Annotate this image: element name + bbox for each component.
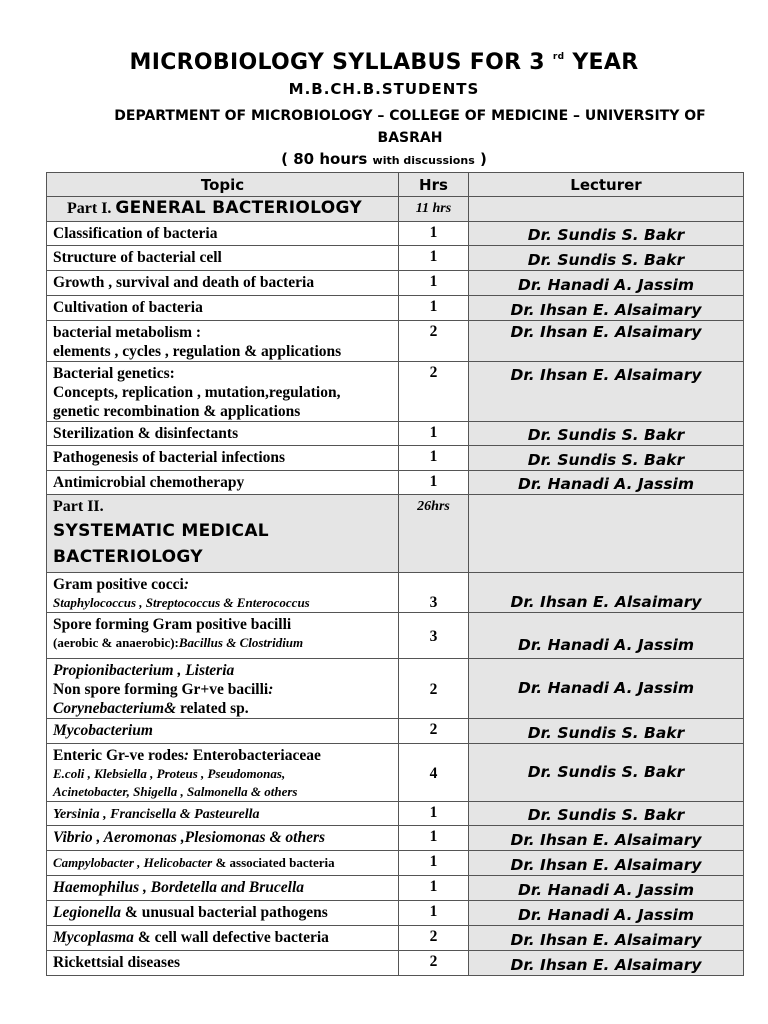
- hrs-cell: 1: [399, 296, 469, 321]
- topic-line: Spore forming Gram positive bacilli: [53, 616, 292, 633]
- col-topic-header: Topic: [47, 173, 399, 197]
- topic-cell: Rickettsial diseases: [47, 951, 399, 976]
- table-row: [47, 471, 744, 495]
- part1-hrs: 11 hrs: [399, 197, 469, 222]
- topic-line: Propionibacterium , Listeria: [53, 662, 235, 679]
- lecturer-cell: Dr. Hanadi A. Jassim: [469, 471, 744, 495]
- topic-cell: Sterilization & disinfectants: [47, 422, 399, 446]
- table-row: [47, 719, 744, 744]
- topic-cell: Antimicrobial chemotherapy: [47, 471, 399, 495]
- topic-sub: Staphylococcus , Streptococcus & Enterococcus: [53, 595, 310, 610]
- lecturer-cell: Dr. Sundis S. Bakr: [469, 802, 744, 826]
- hrs-cell: 2: [399, 719, 469, 744]
- hrs-cell: 2: [399, 321, 469, 362]
- table-row: [47, 659, 744, 719]
- hrs-cell: 1: [399, 246, 469, 271]
- topic-cell: Vibrio , Aeromonas ,Plesiomonas & others: [47, 826, 399, 851]
- part2-label: Part II.: [53, 498, 104, 515]
- topic-cell: Classification of bacteria: [47, 222, 399, 246]
- col-lecturer-header: Lecturer: [469, 173, 744, 197]
- hrs-cell: 4: [399, 744, 469, 802]
- hrs-cell: 1: [399, 876, 469, 901]
- lecturer-cell: Dr. Ihsan E. Alsaimary: [469, 951, 744, 976]
- topic-line: Non spore forming Gr+ve bacilli:: [53, 681, 274, 698]
- lecturer-cell: Dr. Sundis S. Bakr: [469, 422, 744, 446]
- hrs-cell: 2: [399, 659, 469, 719]
- topic-line: genetic recombination & applications: [53, 403, 301, 420]
- table-row: [47, 321, 744, 362]
- part2-title-line: SYSTEMATIC MEDICAL: [53, 521, 269, 541]
- topic-sub: (aerobic & anaerobic):Bacillus & Clostridium: [53, 635, 304, 650]
- students-subtitle: M.B.CH.B.STUDENTS: [288, 80, 480, 98]
- lecturer-cell: Dr. Hanadi A. Jassim: [469, 613, 744, 659]
- table-row: [47, 296, 744, 321]
- hrs-cell: 1: [399, 802, 469, 826]
- table-row: [47, 876, 744, 901]
- hrs-cell: 3: [399, 573, 469, 613]
- topic-cell: [47, 613, 399, 659]
- part2-title-cell: [47, 495, 399, 573]
- part2-hrs: 26hrs: [399, 495, 469, 573]
- topic-cell: [47, 362, 399, 422]
- topic-cell: Mycoplasma & cell wall defective bacteria: [47, 926, 399, 951]
- topic-cell: Haemophilus , Bordetella and Brucella: [47, 876, 399, 901]
- hrs-cell: 1: [399, 446, 469, 471]
- hrs-cell: 1: [399, 271, 469, 296]
- table-row: [47, 271, 744, 296]
- table-row: [47, 951, 744, 976]
- lecturer-cell: Dr. Hanadi A. Jassim: [469, 901, 744, 926]
- lecturer-cell: Dr. Ihsan E. Alsaimary: [469, 826, 744, 851]
- lecturer-cell: Dr. Hanadi A. Jassim: [469, 876, 744, 901]
- table-row: [47, 362, 744, 422]
- table-row: [47, 222, 744, 246]
- hrs-cell: 1: [399, 422, 469, 446]
- table-row: [47, 246, 744, 271]
- part1-row: [47, 197, 744, 222]
- table-row: [47, 926, 744, 951]
- topic-cell: Gram positive cocci: Staphylococcus , Streptococcus & Enterococcus: [47, 573, 399, 613]
- lecturer-cell: Dr. Sundis S. Bakr: [469, 719, 744, 744]
- lecturer-cell: Dr. Sundis S. Bakr: [469, 744, 744, 802]
- topic-line: Concepts, replication , mutation,regulation,: [53, 384, 341, 401]
- table-row: [47, 422, 744, 446]
- lecturer-cell: Dr. Ihsan E. Alsaimary: [469, 926, 744, 951]
- department-line: DEPARTMENT OF MICROBIOLOGY – COLLEGE OF MEDICINE – UNIVERSITY OF BASRAH: [114, 108, 706, 146]
- lecturer-cell: Dr. Hanadi A. Jassim: [469, 271, 744, 296]
- topic-cell: Campylobacter , Helicobacter & associated bacteria: [47, 851, 399, 876]
- hrs-cell: 2: [399, 926, 469, 951]
- lecturer-cell: Dr. Ihsan E. Alsaimary: [469, 321, 744, 362]
- topic-cell: Growth , survival and death of bacteria: [47, 271, 399, 296]
- syllabus-table: [46, 172, 744, 976]
- topic-sub: Acinetobacter, Shigella , Salmonella & others: [53, 784, 298, 799]
- lecturer-cell: Dr. Ihsan E. Alsaimary: [469, 851, 744, 876]
- topic-cell: Cultivation of bacteria: [47, 296, 399, 321]
- lecturer-cell: Dr. Sundis S. Bakr: [469, 446, 744, 471]
- hrs-cell: 1: [399, 471, 469, 495]
- topic-cell: Legionella & unusual bacterial pathogens: [47, 901, 399, 926]
- topic-line: elements , cycles , regulation & applications: [53, 343, 342, 360]
- topic-line: Enteric Gr-ve rodes: Enterobacteriaceae: [53, 747, 321, 764]
- topic-line: bacterial metabolism :: [53, 324, 202, 341]
- topic-cell: Pathogenesis of bacterial infections: [47, 446, 399, 471]
- table-row: [47, 901, 744, 926]
- topic-cell: Yersinia , Francisella & Pasteurella: [47, 802, 399, 826]
- hrs-cell: 3: [399, 613, 469, 659]
- topic-cell: [47, 744, 399, 802]
- topic-cell: [47, 659, 399, 719]
- hours-line: ( 80 hours with discussions ): [281, 150, 487, 168]
- part2-lecturer: [469, 495, 744, 573]
- lecturer-cell: Dr. Hanadi A. Jassim: [469, 659, 744, 719]
- hrs-cell: 1: [399, 222, 469, 246]
- table-row: [47, 802, 744, 826]
- lecturer-cell: Dr. Sundis S. Bakr: [469, 246, 744, 271]
- table-row: [47, 826, 744, 851]
- lecturer-cell: Dr. Ihsan E. Alsaimary: [469, 362, 744, 422]
- topic-cell: Structure of bacterial cell: [47, 246, 399, 271]
- topic-sub: E.coli , Klebsiella , Proteus , Pseudomonas,: [53, 766, 286, 781]
- hrs-cell: 2: [399, 951, 469, 976]
- table-row: [47, 446, 744, 471]
- table-row: [47, 573, 744, 613]
- topic-line: Bacterial genetics:: [53, 365, 175, 382]
- hrs-cell: 1: [399, 826, 469, 851]
- lecturer-cell: Dr. Ihsan E. Alsaimary: [469, 296, 744, 321]
- part1-lecturer: [469, 197, 744, 222]
- topic-line: Corynebacterium& related sp.: [53, 700, 249, 717]
- document-title: MICROBIOLOGY SYLLABUS FOR 3 $^{rd}$ YEAR: [129, 50, 639, 75]
- hrs-cell: 2: [399, 362, 469, 422]
- table-header-row: [47, 173, 744, 197]
- part2-title-line: BACTERIOLOGY: [53, 547, 203, 567]
- lecturer-cell: Dr. Ihsan E. Alsaimary: [469, 573, 744, 613]
- hrs-cell: 1: [399, 901, 469, 926]
- table-row: [47, 851, 744, 876]
- lecturer-cell: Dr. Sundis S. Bakr: [469, 222, 744, 246]
- table-row: [47, 744, 744, 802]
- topic-cell: [47, 321, 399, 362]
- topic-cell: Mycobacterium: [47, 719, 399, 744]
- col-hrs-header: Hrs: [399, 173, 469, 197]
- table-row: [47, 613, 744, 659]
- part1-title-cell: Part I. GENERAL BACTERIOLOGY: [47, 197, 399, 222]
- hrs-cell: 1: [399, 851, 469, 876]
- part2-row: [47, 495, 744, 573]
